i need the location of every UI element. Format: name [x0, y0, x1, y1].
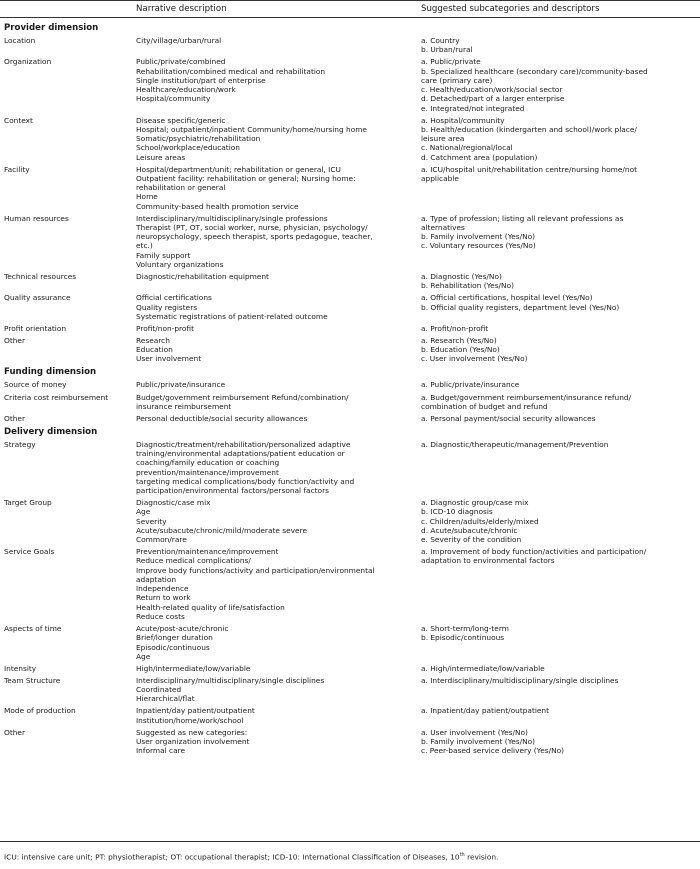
descriptor-cell-line: b. Family involvement (Yes/No): [421, 736, 536, 746]
header-subcategories-descriptors: Suggested subcategories and descriptors: [421, 4, 600, 14]
narrative-cell-line: Reduce medical complications/: [136, 556, 251, 566]
descriptor-cell-line: b. Official quality registers, department level (Yes/No): [421, 302, 620, 312]
row-label-line: Profit orientation: [4, 323, 67, 333]
row-label-line: Organization: [4, 57, 52, 67]
descriptor-cell-line: b. Family involvement (Yes/No): [421, 232, 536, 242]
narrative-cell-line: Episodic/continuous: [136, 642, 210, 652]
descriptor-cell: [421, 214, 697, 251]
row-label-line: Target Group: [4, 498, 52, 508]
narrative-cell: [136, 116, 418, 162]
descriptor-cell-line: b. Urban/rural: [421, 45, 473, 55]
descriptor-cell: [421, 36, 697, 55]
narrative-cell-line: Brief/longer duration: [136, 633, 213, 643]
descriptor-cell: [421, 547, 697, 566]
narrative-cell: [136, 380, 418, 389]
descriptor-cell-line: alternatives: [421, 222, 465, 232]
section-title: Delivery dimension: [4, 426, 98, 437]
row-label: [4, 728, 130, 737]
narrative-cell-line: coaching/family education or coaching: [136, 458, 280, 468]
descriptor-cell-line: e. Integrated/not integrated: [421, 103, 525, 113]
row-label-line: Mode of production: [4, 706, 76, 716]
narrative-cell: [136, 440, 418, 496]
narrative-cell: [136, 664, 418, 673]
narrative-cell-line: Diagnostic/rehabilitation equipment: [136, 272, 269, 281]
descriptor-cell-line: c. User involvement (Yes/No): [421, 354, 528, 364]
narrative-cell-line: Severity: [136, 516, 167, 526]
descriptor-cell-line: b. Health/education (kindergarten and school)/work place/: [421, 124, 637, 134]
narrative-cell-line: High/intermediate/low/variable: [136, 663, 251, 673]
narrative-cell: [136, 414, 418, 423]
narrative-cell-line: Public/private/combined: [136, 57, 226, 67]
descriptor-cell: [421, 293, 697, 312]
descriptor-cell-line: a. Country: [421, 36, 460, 45]
descriptor-cell-line: combination of budget and refund: [421, 401, 548, 411]
descriptor-cell: [421, 728, 697, 756]
narrative-cell: [136, 547, 418, 621]
narrative-cell-line: Outpatient facility: rehabilitation or general; Nursing home:: [136, 173, 356, 183]
row-label: [4, 393, 130, 402]
narrative-cell: [136, 57, 418, 103]
descriptor-cell: [421, 414, 697, 423]
descriptor-cell-line: a. Short-term/long-term: [421, 624, 509, 633]
footnote-superscript: th: [459, 852, 465, 858]
narrative-cell-line: Voluntary organizations: [136, 259, 224, 269]
narrative-cell-line: Suggested as new categories:: [136, 727, 248, 737]
narrative-cell-line: Diagnostic/case mix: [136, 498, 211, 508]
descriptor-cell-line: a. Type of profession; listing all relevant professions as: [421, 213, 624, 223]
narrative-cell-line: rehabilitation or general: [136, 183, 226, 193]
narrative-cell-line: Hierarchical/flat: [136, 694, 195, 704]
descriptor-cell-line: a. Official certifications, hospital level (Yes/No): [421, 293, 593, 303]
row-label-line: Aspects of time: [4, 624, 62, 633]
descriptor-cell-line: adaptation to environmental factors: [421, 556, 555, 566]
row-label: [4, 706, 130, 715]
descriptor-cell-line: applicable: [421, 173, 459, 183]
narrative-cell-line: Somatic/psychiatric/rehabilitation: [136, 134, 261, 144]
row-label: [4, 272, 130, 281]
descriptor-cell: [421, 440, 697, 449]
narrative-cell-line: Therapist (PT, OT, social worker, nurse, physician, psychology/: [136, 222, 368, 232]
row-label: [4, 676, 130, 685]
descriptor-cell-line: a. Profit/non-profit: [421, 323, 489, 333]
narrative-cell-line: Return to work: [136, 593, 191, 603]
descriptor-cell: [421, 624, 697, 643]
narrative-cell: [136, 624, 418, 661]
row-label-line: Quality assurance: [4, 293, 71, 303]
narrative-cell-line: Systematic registrations of patient-related outcome: [136, 311, 328, 321]
row-label-line: Other: [4, 413, 25, 423]
descriptor-cell: [421, 116, 697, 162]
descriptor-cell-line: b. Episodic/continuous: [421, 633, 505, 643]
descriptor-cell: [421, 57, 697, 113]
narrative-cell-line: Inpatient/day patient/outpatient: [136, 706, 255, 716]
narrative-cell-line: Prevention/maintenance/improvement: [136, 547, 279, 557]
descriptor-cell-line: a. Budget/government reimbursement/insurance refund/: [421, 392, 632, 402]
narrative-cell-line: Health-related quality of life/satisfaction: [136, 602, 285, 612]
narrative-cell: [136, 272, 418, 281]
narrative-cell: [136, 728, 418, 756]
header-rule: [0, 17, 700, 18]
narrative-cell-line: Coordinated: [136, 685, 182, 695]
descriptor-cell-line: a. Interdisciplinary/multidisciplinary/single disciplines: [421, 675, 619, 685]
narrative-cell: [136, 676, 418, 704]
descriptor-cell-line: d. Catchment area (population): [421, 152, 538, 162]
row-label: [4, 624, 130, 633]
descriptor-cell-line: b. ICD-10 diagnosis: [421, 507, 493, 517]
narrative-cell-line: Age: [136, 651, 151, 661]
footnote-end: revision.: [464, 852, 499, 862]
narrative-cell-line: User organization involvement: [136, 736, 250, 746]
descriptor-cell: [421, 336, 697, 364]
narrative-cell-line: prevention/maintenance/improvement: [136, 467, 279, 477]
descriptor-cell-line: a. Personal payment/social security allowances: [421, 413, 596, 423]
descriptor-cell-line: a. User involvement (Yes/No): [421, 727, 528, 737]
descriptor-cell-line: c. Children/adults/elderly/mixed: [421, 516, 539, 526]
descriptor-cell-line: a. Research (Yes/No): [421, 335, 497, 345]
narrative-cell-line: Rehabilitation/combined medical and rehabilitation: [136, 66, 326, 76]
narrative-cell-line: Informal care: [136, 746, 186, 756]
row-label-line: Criteria cost reimbursement: [4, 392, 109, 402]
narrative-cell-line: Hospital/department/unit; rehabilitation or general, ICU: [136, 164, 341, 174]
descriptor-cell-line: c. National/regional/local: [421, 143, 513, 153]
row-label: [4, 414, 130, 423]
row-label: [4, 165, 130, 174]
narrative-cell: [136, 706, 418, 725]
section-title: Provider dimension: [4, 23, 99, 33]
row-label: [4, 293, 130, 302]
top-rule: [0, 0, 700, 1]
row-label-line: Team Structure: [4, 675, 61, 685]
narrative-cell-line: Single institution/part of enterprise: [136, 75, 266, 85]
descriptor-cell: [421, 706, 697, 715]
row-label-line: Facility: [4, 164, 30, 174]
narrative-cell-line: Common/rare: [136, 535, 187, 545]
narrative-cell-line: Interdisciplinary/multidisciplinary/single professions: [136, 213, 328, 223]
narrative-cell-line: adaptation: [136, 574, 177, 584]
narrative-cell-line: Hospital/community: [136, 94, 211, 104]
row-label: [4, 324, 130, 333]
narrative-cell-line: Age: [136, 507, 151, 517]
row-label: [4, 116, 130, 125]
descriptor-cell-line: a. Public/private: [421, 57, 481, 67]
row-label: [4, 214, 130, 223]
descriptor-cell-line: c. Voluntary resources (Yes/No): [421, 241, 536, 251]
narrative-cell-line: Diagnostic/treatment/rehabilitation/personalized adaptive: [136, 439, 351, 449]
narrative-cell: [136, 393, 418, 412]
descriptor-cell: [421, 393, 697, 412]
narrative-cell-line: Disease specific/generic: [136, 115, 226, 125]
narrative-cell-line: Leisure areas: [136, 152, 186, 162]
narrative-cell-line: participation/environmental factors/personal factors: [136, 486, 329, 496]
row-label-line: Service Goals: [4, 547, 55, 557]
row-label-line: Source of money: [4, 380, 67, 390]
descriptor-cell: [421, 324, 697, 333]
descriptor-cell: [421, 664, 697, 673]
row-label: [4, 498, 130, 507]
narrative-cell-line: Research: [136, 335, 170, 345]
narrative-cell-line: User involvement: [136, 354, 202, 364]
descriptor-cell-line: leisure area: [421, 134, 465, 144]
row-label-line: Other: [4, 727, 25, 737]
narrative-cell-line: Institution/home/work/school: [136, 715, 244, 725]
narrative-cell: [136, 36, 418, 45]
row-label: [4, 336, 130, 345]
narrative-cell-line: targeting medical complications/body function/activity and: [136, 476, 355, 486]
narrative-cell: [136, 293, 418, 321]
descriptor-cell-line: a. Improvement of body function/activities and participation/: [421, 547, 647, 557]
narrative-cell-line: Quality registers: [136, 302, 198, 312]
descriptor-cell-line: a. Diagnostic (Yes/No): [421, 272, 502, 281]
narrative-cell: [136, 165, 418, 211]
descriptor-cell-line: a. Diagnostic group/case mix: [421, 498, 529, 508]
narrative-cell-line: City/village/urban/rural: [136, 36, 222, 45]
narrative-cell: [136, 498, 418, 544]
narrative-cell-line: Community-based health promotion service: [136, 201, 299, 211]
footnote-text: ICU: intensive care unit; PT: physiotherapist; OT: occupational therapist; ICD-10: International Classification of Diseases, 10: [4, 852, 460, 862]
row-label-line: Human resources: [4, 213, 69, 223]
row-label: [4, 440, 130, 449]
row-label-line: Location: [4, 36, 36, 45]
descriptor-cell-line: a. High/intermediate/low/variable: [421, 663, 545, 673]
descriptor-cell: [421, 380, 697, 389]
narrative-cell: [136, 336, 418, 364]
table-footnote: [4, 851, 498, 861]
narrative-cell-line: Acute/post-acute/chronic: [136, 624, 229, 633]
narrative-cell-line: Personal deductible/social security allowances: [136, 413, 308, 423]
header-narrative-description: Narrative description: [136, 4, 227, 14]
row-label: [4, 664, 130, 673]
narrative-cell-line: Budget/government reimbursement Refund/combination/: [136, 392, 349, 402]
narrative-cell-line: neuropsychology, speech therapist, sports pedagogue, teacher,: [136, 232, 373, 242]
descriptor-cell-line: b. Rehabilitation (Yes/No): [421, 281, 514, 291]
descriptor-cell-line: c. Peer-based service delivery (Yes/No): [421, 746, 565, 756]
narrative-cell: [136, 324, 418, 333]
descriptor-cell-line: b. Education (Yes/No): [421, 345, 500, 355]
descriptor-cell-line: a. ICU/hospital unit/rehabilitation centre/nursing home/not: [421, 164, 638, 174]
descriptor-cell-line: a. Diagnostic/therapeutic/management/Prevention: [421, 439, 609, 449]
narrative-cell-line: School/workplace/education: [136, 143, 240, 153]
section-title: Funding dimension: [4, 367, 97, 378]
row-label: [4, 547, 130, 556]
narrative-cell-line: insurance reimbursement: [136, 401, 232, 411]
narrative-cell-line: Hospital; outpatient/inpatient Community/home/nursing home: [136, 124, 367, 134]
row-label-line: Technical resources: [4, 272, 77, 281]
narrative-cell-line: Improve body functions/activity and participation/environmental: [136, 565, 375, 575]
descriptor-cell-line: c. Health/education/work/social sector: [421, 85, 563, 95]
descriptor-cell-line: a. Public/private/insurance: [421, 380, 520, 390]
narrative-cell: [136, 214, 418, 270]
row-label-line: Other: [4, 335, 25, 345]
descriptor-cell: [421, 498, 697, 544]
descriptor-cell: [421, 676, 697, 685]
descriptor-cell-line: d. Detached/part of a larger enterprise: [421, 94, 565, 104]
descriptor-cell-line: e. Severity of the condition: [421, 535, 522, 545]
narrative-cell-line: etc.): [136, 241, 153, 251]
row-label: [4, 380, 130, 389]
narrative-cell-line: Independence: [136, 584, 189, 594]
narrative-cell-line: Interdisciplinary/multidisciplinary/single disciplines: [136, 675, 325, 685]
narrative-cell-line: Education: [136, 345, 173, 355]
row-label: [4, 57, 130, 66]
narrative-cell-line: Profit/non-profit: [136, 323, 194, 333]
narrative-cell-line: Official certifications: [136, 293, 212, 303]
narrative-cell-line: Reduce costs: [136, 611, 185, 621]
descriptor-cell-line: a. Inpatient/day patient/outpatient: [421, 706, 550, 716]
descriptor-cell-line: a. Hospital/community: [421, 115, 505, 125]
row-label: [4, 36, 130, 45]
narrative-cell-line: Public/private/insurance: [136, 380, 226, 390]
narrative-cell-line: Healthcare/education/work: [136, 85, 236, 95]
descriptor-cell-line: d. Acute/subacute/chronic: [421, 525, 518, 535]
descriptor-cell-line: care (primary care): [421, 75, 493, 85]
narrative-cell-line: Acute/subacute/chronic/mild/moderate severe: [136, 525, 308, 535]
narrative-cell-line: Family support: [136, 250, 191, 260]
row-label-line: Context: [4, 115, 33, 125]
narrative-cell-line: Home: [136, 192, 158, 202]
descriptor-cell-line: b. Specialized healthcare (secondary care)/community-based: [421, 66, 648, 76]
narrative-cell-line: training/environmental adaptations/patient education or: [136, 449, 345, 459]
bottom-rule: [0, 841, 700, 842]
row-label-line: Intensity: [4, 663, 37, 673]
descriptor-cell: [421, 165, 697, 184]
row-label-line: Strategy: [4, 439, 36, 449]
descriptor-cell: [421, 272, 697, 291]
